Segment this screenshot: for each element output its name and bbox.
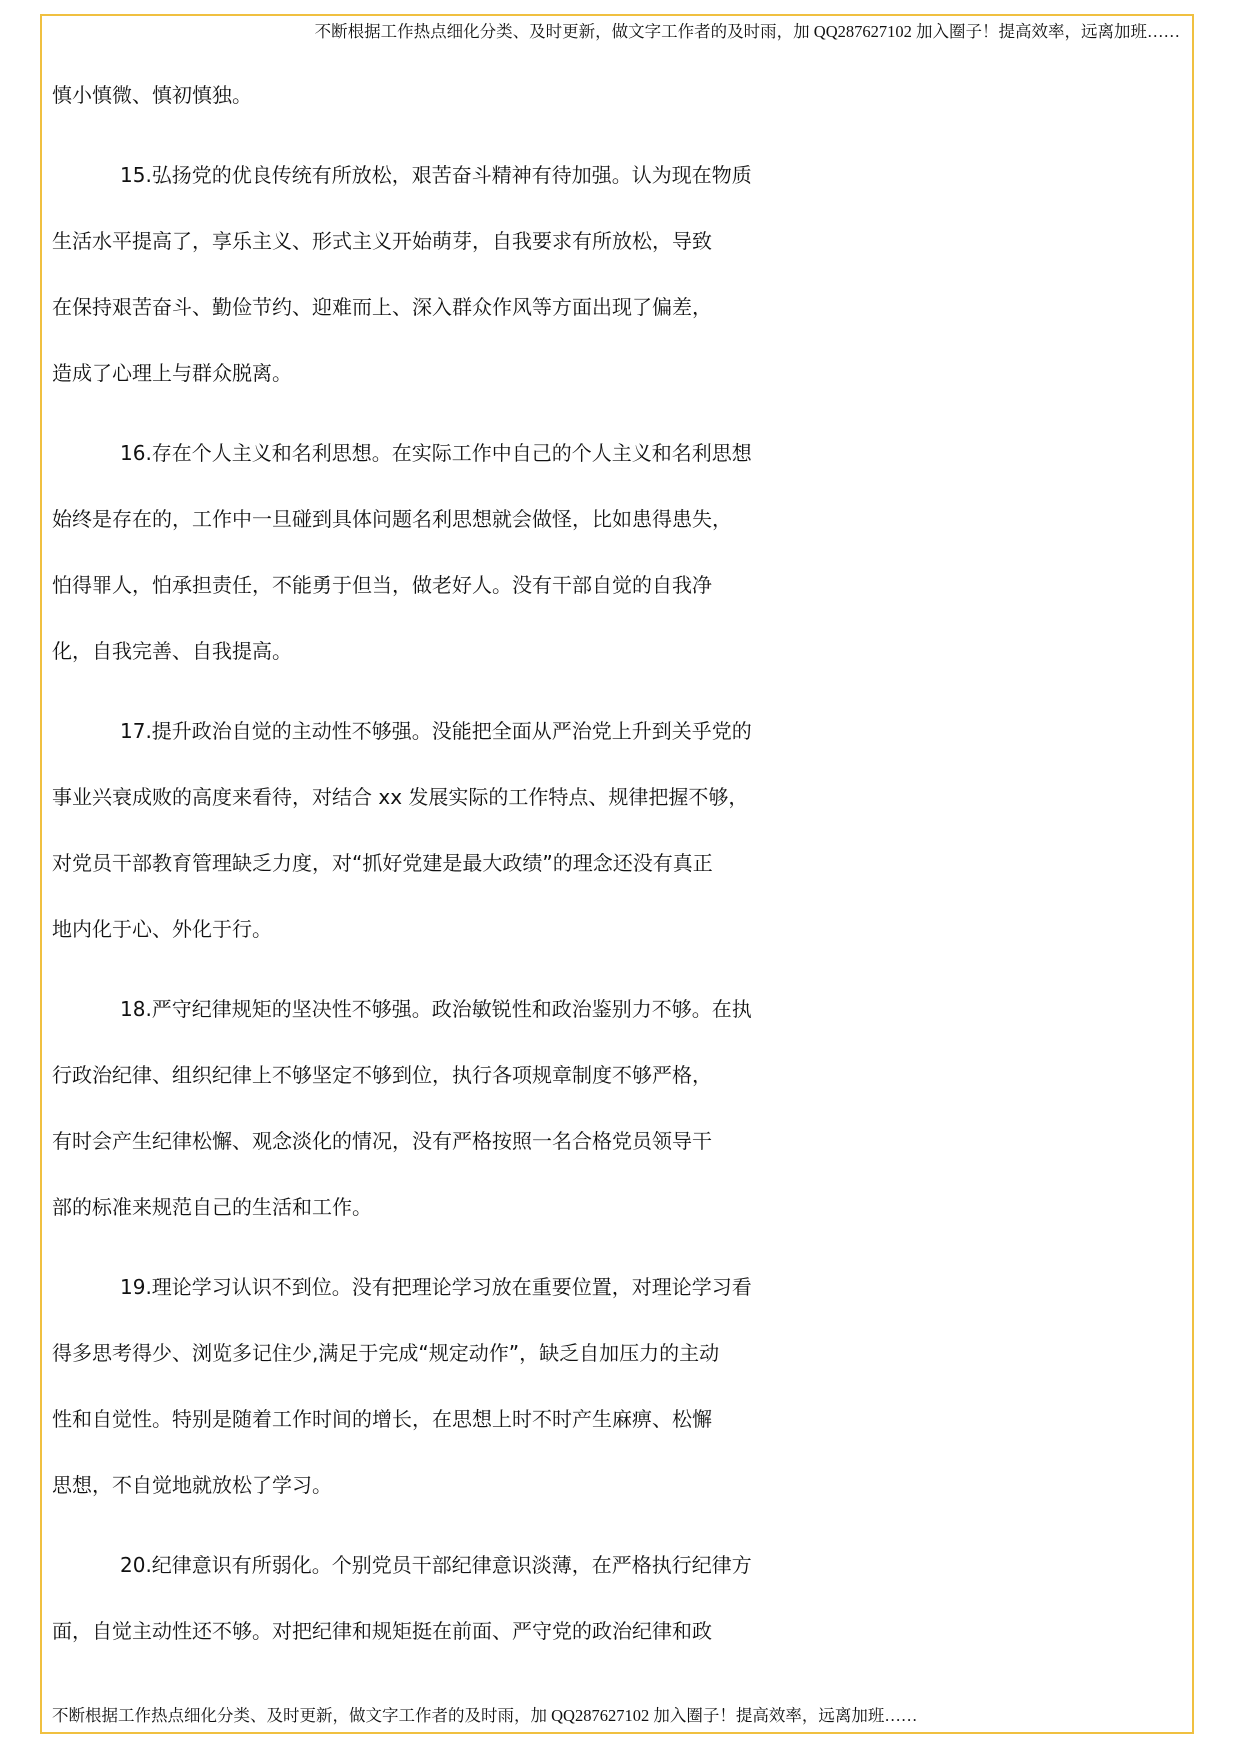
header-note: 不断根据工作热点细化分类、及时更新，做文字工作者的及时雨，加 QQ287627102 加入圈子！提高效率，远离加班…… (314, 22, 1180, 41)
paragraph-15 (52, 142, 1186, 406)
text-line: 生活水平提高了，享乐主义、形式主义开始萌芽，自我要求有所放松，导致 (52, 229, 712, 253)
text-line: 造成了心理上与群众脱离。 (52, 361, 292, 385)
text-line: 慎小慎微、慎初慎独。 (52, 83, 252, 107)
text-line: 行政治纪律、组织纪律上不够坚定不够到位，执行各项规章制度不够严格， (52, 1063, 712, 1087)
paragraph-16 (52, 420, 1186, 684)
document-body (52, 62, 1186, 1664)
text-line: 17.提升政治自觉的主动性不够强。没能把全面从严治党上升到关乎党的 (120, 719, 752, 743)
text-line: 15.弘扬党的优良传统有所放松，艰苦奋斗精神有待加强。认为现在物质 (120, 163, 752, 187)
paragraph-17 (52, 698, 1186, 962)
paragraph-18 (52, 976, 1186, 1240)
text-line: 性和自觉性。特别是随着工作时间的增长，在思想上时不时产生麻痹、松懈 (52, 1407, 712, 1431)
text-line: 地内化于心、外化于行。 (52, 917, 272, 941)
text-line: 18.严守纪律规矩的坚决性不够强。政治敏锐性和政治鉴别力不够。在执 (120, 997, 752, 1021)
text-line: 在保持艰苦奋斗、勤俭节约、迎难而上、深入群众作风等方面出现了偏差， (52, 295, 712, 319)
text-line: 怕得罪人，怕承担责任，不能勇于但当，做老好人。没有干部自觉的自我净 (52, 573, 712, 597)
paragraph-19 (52, 1254, 1186, 1518)
text-line: 得多思考得少、浏览多记住少,满足于完成“规定动作”，缺乏自加压力的主动 (52, 1341, 720, 1365)
text-line: 面，自觉主动性还不够。对把纪律和规矩挺在前面、严守党的政治纪律和政 (52, 1619, 712, 1643)
text-line: 化，自我完善、自我提高。 (52, 639, 292, 663)
paragraph-20 (52, 1532, 1186, 1664)
text-line: 16.存在个人主义和名利思想。在实际工作中自己的个人主义和名利思想 (120, 441, 752, 465)
text-line: 有时会产生纪律松懈、观念淡化的情况，没有严格按照一名合格党员领导干 (52, 1129, 712, 1153)
text-line: 思想，不自觉地就放松了学习。 (52, 1473, 332, 1497)
text-line: 对党员干部教育管理缺乏力度，对“抓好党建是最大政绩”的理念还没有真正 (52, 851, 713, 875)
footer-note: 不断根据工作热点细化分类、及时更新，做文字工作者的及时雨，加 QQ287627102 加入圈子！提高效率，远离加班…… (52, 1706, 918, 1725)
text-line: 部的标准来规范自己的生活和工作。 (52, 1195, 372, 1219)
text-line: 事业兴衰成败的高度来看待，对结合 xx 发展实际的工作特点、规律把握不够， (52, 785, 749, 809)
text-line: 19.理论学习认识不到位。没有把理论学习放在重要位置，对理论学习看 (120, 1275, 752, 1299)
text-line: 20.纪律意识有所弱化。个别党员干部纪律意识淡薄，在严格执行纪律方 (120, 1553, 752, 1577)
text-line: 始终是存在的，工作中一旦碰到具体问题名利思想就会做怪，比如患得患失， (52, 507, 732, 531)
